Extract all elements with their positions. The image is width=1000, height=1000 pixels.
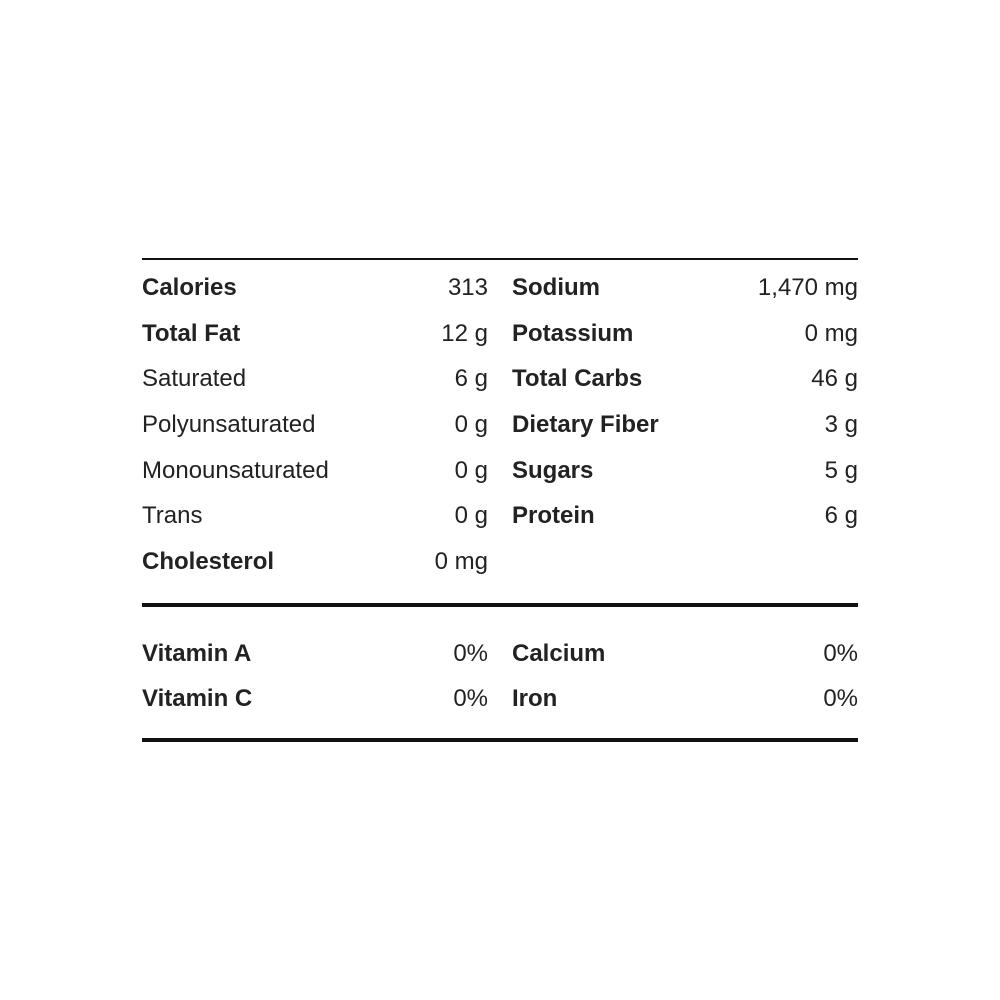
nutrients-section [142,260,858,603]
vitamin-label: Iron [512,685,558,713]
nutrient-row-potassium [512,311,858,357]
vitamin-label: Calcium [512,639,606,667]
nutrient-row-sugars [512,448,858,494]
nutrient-label: Total Fat [142,319,241,347]
nutrient-value: 12 g [441,319,488,347]
nutrient-row-protein [512,493,858,539]
nutrient-label: Protein [512,502,595,530]
nutrient-value: 0 g [454,502,488,530]
nutrient-value: 46 g [811,365,858,393]
vitamins-right-column [512,631,858,722]
nutrient-row-cholesterol [142,539,488,585]
nutrient-label: Sugars [512,456,594,484]
bottom-divider [142,738,858,742]
nutrient-label: Trans [142,502,203,530]
nutrient-row-polyunsaturated [142,402,488,448]
nutrient-label: Calories [142,273,237,301]
nutrient-value: 313 [447,273,488,301]
nutrient-row-total-carbs [512,356,858,402]
nutrient-label: Dietary Fiber [512,410,659,438]
vitamins-section [142,607,858,738]
vitamins-left-column [142,631,488,722]
nutrient-value: 0 g [454,456,488,484]
nutrient-label: Polyunsaturated [142,410,316,438]
nutrient-value: 1,470 mg [757,273,858,301]
nutrient-label: Potassium [512,319,634,347]
vitamin-value: 0% [823,639,858,667]
nutrient-value: 6 g [824,502,858,530]
nutrients-right-column [512,265,858,585]
nutrients-left-column [142,265,488,585]
nutrition-facts-panel [142,258,858,742]
nutrient-row-trans [142,493,488,539]
nutrient-row-monounsaturated [142,448,488,494]
nutrient-value: 0 g [454,410,488,438]
nutrient-value: 0 mg [434,547,488,575]
nutrient-row-calories [142,265,488,311]
vitamin-value: 0% [823,685,858,713]
nutrient-label: Sodium [512,273,600,301]
nutrient-label: Total Carbs [512,365,643,393]
vitamin-row-vitamin-a [142,631,488,677]
nutrient-label: Saturated [142,365,247,393]
vitamin-label: Vitamin A [142,639,252,667]
nutrient-label: Monounsaturated [142,456,329,484]
nutrient-value: 3 g [824,410,858,438]
nutrient-label: Cholesterol [142,547,275,575]
nutrient-value: 6 g [454,365,488,393]
nutrient-row-saturated [142,356,488,402]
nutrient-value: 5 g [824,456,858,484]
nutrient-value: 0 mg [804,319,858,347]
vitamin-row-vitamin-c [142,677,488,723]
nutrient-row-sodium [512,265,858,311]
vitamin-value: 0% [453,639,488,667]
vitamin-value: 0% [453,685,488,713]
vitamin-label: Vitamin C [142,685,253,713]
nutrient-row-dietary-fiber [512,402,858,448]
vitamin-row-calcium [512,631,858,677]
nutrient-row-total-fat [142,311,488,357]
vitamin-row-iron [512,677,858,723]
